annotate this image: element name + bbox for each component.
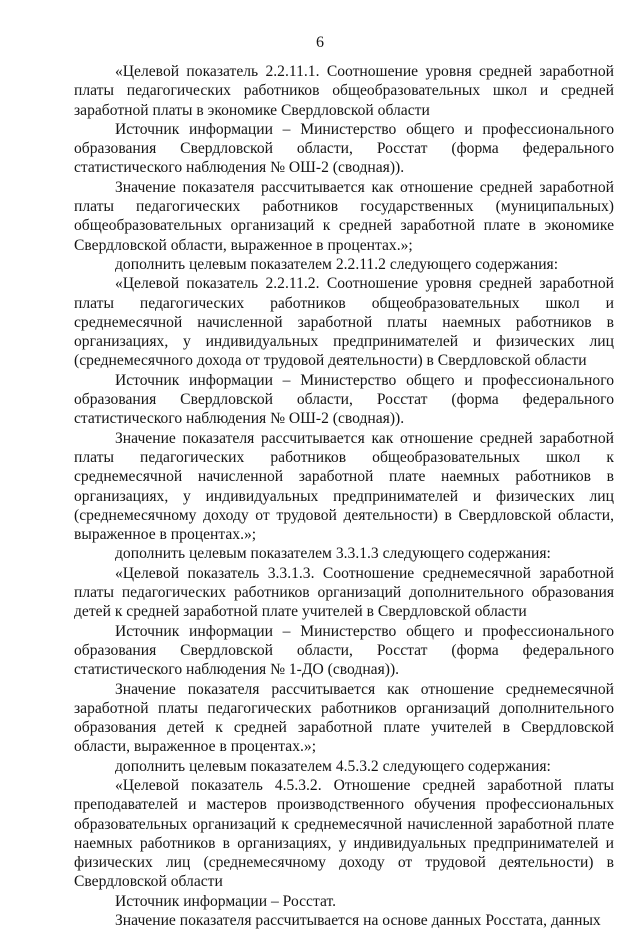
paragraph-indicator-2-2-11-2: «Целевой показатель 2.2.11.2. Соотношение уровня средней заработной платы педагогических работников общеобразовательных школ и среднемесячной начисленной заработной платы наемных работников в организациях, у индивидуальных предпринимателей и физических лиц (среднемесячного дохода от трудовой деятельности) в Свердловской области (74, 275, 614, 370)
paragraph-source-info: Источник информации – Министерство общего и профессионального образования Свердловской области, Росстат (форма федерального статистического наблюдения № ОШ-2 (сводная)). (74, 371, 614, 428)
paragraph-calculation: Значение показателя рассчитывается как отношение средней заработной платы педагогических работников общеобразовательных школ к среднемесячной начисленной заработной плате наемных работников в организациях, у индивидуальных предпринимателей и физических лиц (среднемесячному доходу от трудовой деятельности) в Свердловской области, выраженное в процентах.»; (74, 429, 614, 544)
paragraph-calculation: Значение показателя рассчитывается как отношение средней заработной платы педагогических работников государственных (муниципальных) общеобразовательных организаций к средней заработной плате в экономике Свердловской области, выраженное в процентах.»; (74, 178, 614, 254)
paragraph-calculation: Значение показателя рассчитывается на основе данных Росстата, данных (115, 912, 601, 930)
paragraph-calculation: Значение показателя рассчитывается как отношение среднемесячной заработной платы педагогических работников организаций дополнительного образования детей к средней заработной плате учителей в Свердловской области, выраженное в процентах.»; (74, 680, 614, 756)
paragraph-indicator-3-3-1-3: «Целевой показатель 3.3.1.3. Соотношение среднемесячной заработной платы педагогических работников организаций дополнительного образования детей к средней заработной плате учителей в Свердловской области (74, 564, 614, 621)
paragraph-indicator-2-2-11-1: «Целевой показатель 2.2.11.1. Соотношение уровня средней заработной платы педагогических работников общеобразовательных школ и средней заработной платы в экономике Свердловской области (74, 63, 614, 119)
paragraph-source-info: Источник информации – Росстат. (115, 892, 337, 910)
page-number: 6 (316, 34, 324, 51)
paragraph-amendment: дополнить целевым показателем 4.5.3.2 следующего содержания: (115, 757, 551, 775)
paragraph-amendment: дополнить целевым показателем 3.3.1.3 следующего содержания: (115, 545, 551, 563)
paragraph-source-info: Источник информации – Министерство общего и профессионального образования Свердловской области, Росстат (форма федерального статистического наблюдения № ОШ-2 (сводная)). (74, 120, 614, 177)
paragraph-indicator-4-5-3-2: «Целевой показатель 4.5.3.2. Отношение средней заработной платы преподавателей и мастеров производственного обучения профессиональных образовательных организаций к среднемесячной начисленной заработной плате наемных работников в организациях, у индивидуальных предпринимателей и физических лиц (среднемесячному доходу от трудовой деятельности) в Свердловской области (74, 776, 614, 891)
paragraph-source-info: Источник информации – Министерство общего и профессионального образования Свердловской области, Росстат (форма федерального статистического наблюдения № 1-ДО (сводная)). (74, 622, 614, 679)
document-body (74, 62, 614, 930)
paragraph-amendment: дополнить целевым показателем 2.2.11.2 следующего содержания: (115, 255, 559, 273)
